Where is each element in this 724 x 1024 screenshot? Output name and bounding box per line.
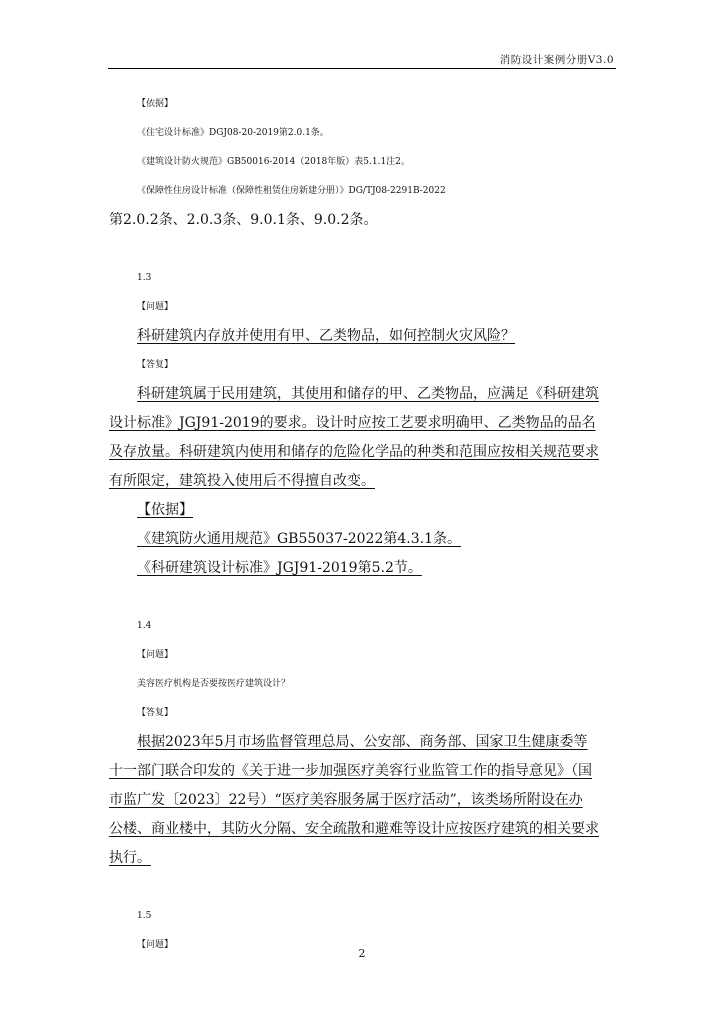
section-number: 1.4 [137,621,152,631]
basis-label: 【依据】 [137,99,174,109]
answer-label: 【答复】 [137,360,174,370]
page-header [108,52,616,69]
section-number: 1.5 [137,911,152,921]
question-label: 【问题】 [137,302,174,312]
header-title: 消防设计案例分册V3.0 [499,54,614,66]
page-number: 2 [358,947,366,960]
answer-line: 有所限定，建筑投入使用后不得擅自改变。 [109,473,375,489]
basis-item: 《保障性住房设计标准（保障性租赁住房新建分册）》DG/TJ08-2291B-2022 [137,186,446,196]
question-label: 【问题】 [137,940,174,950]
answer-line: 公楼、商业楼中，其防火分隔、安全疏散和避难等设计应按医疗建筑的相关要求 [109,821,599,837]
basis-item-continued: 第2.0.2条、2.0.3条、9.0.1条、9.0.2条。 [109,212,378,228]
question-label: 【问题】 [137,650,174,660]
question-text: 美容医疗机构是否要按医疗建筑设计？ [137,679,291,689]
answer-line: 市监广发〔2023〕22号）“医疗美容服务属于医疗活动”，该类场所附设在办 [109,792,583,808]
answer-line: 及存放量。科研建筑内使用和储存的危险化学品的种类和范围应按相关规范要求 [109,444,599,460]
question-text: 科研建筑内存放并使用有甲、乙类物品，如何控制火灾风险？ [137,328,515,344]
basis-item: 《科研建筑设计标准》JGJ91-2019第5.2节。 [137,560,422,576]
answer-line: 科研建筑属于民用建筑，其使用和储存的甲、乙类物品，应满足《科研建筑 [137,386,599,402]
answer-line: 根据2023年5月市场监督管理总局、公安部、商务部、国家卫生健康委等 [137,734,588,750]
basis-item: 《建筑防火通用规范》GB55037-2022第4.3.1条。 [137,531,461,547]
basis-label: 【依据】 [137,502,193,518]
section-number: 1.3 [137,273,152,283]
answer-line: 十一部门联合印发的《关于进一步加强医疗美容行业监管工作的指导意见》（国 [109,763,592,779]
answer-line: 设计标准》JGJ91-2019的要求。设计时应按工艺要求明确甲、乙类物品的品名 [109,415,596,431]
basis-item: 《住宅设计标准》DGJ08-20-2019第2.0.1条。 [137,128,329,138]
basis-item: 《建筑设计防火规范》GB50016-2014（2018年版）表5.1.1注2。 [137,157,410,167]
answer-label: 【答复】 [137,708,174,718]
document-body [109,90,615,960]
answer-line: 执行。 [109,850,151,866]
